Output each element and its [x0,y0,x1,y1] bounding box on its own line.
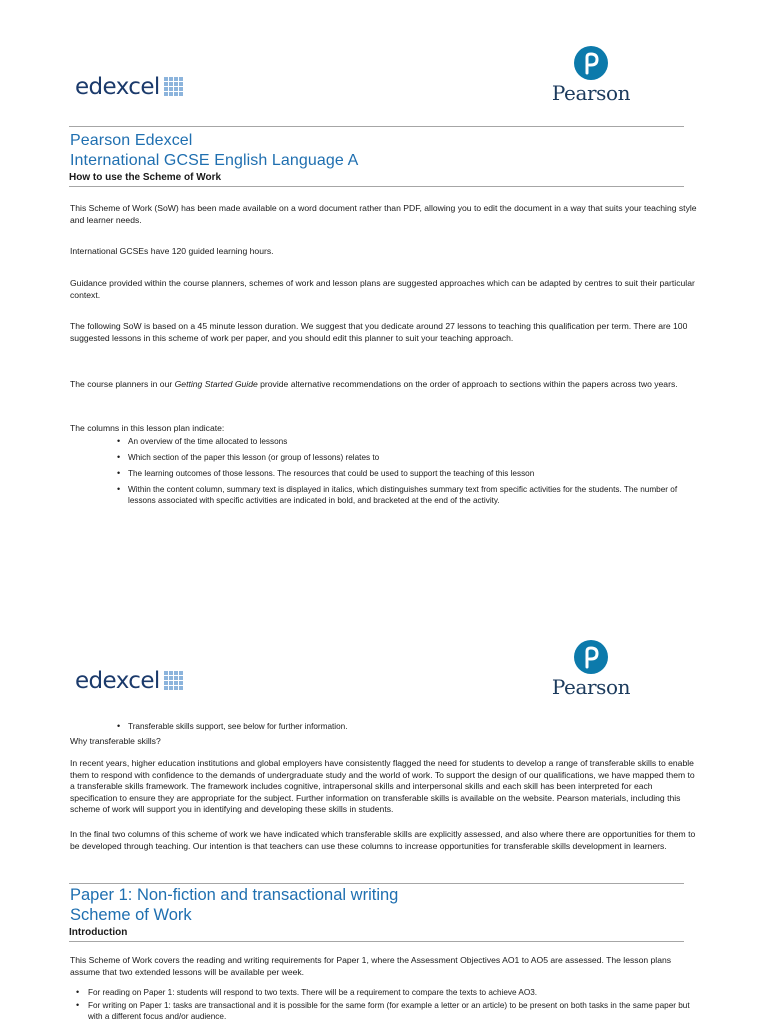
list-item: • Within the content column, summary text is displayed in italics, which distinguishes summary text from specific activities for the students. The number of lessons associated with specific activities are indicated in bold, and bracketed at the end of the activity. [70,484,690,506]
list-item: • The learning outcomes of those lessons. The resources that could be used to support the teaching of this lesson [70,468,690,479]
getting-started-guide-title: Getting Started Guide [174,379,258,389]
why-transferable-heading: Why transferable skills? [70,736,161,746]
list-item: • For writing on Paper 1: tasks are transactional and it is possible for the same form (for example a letter or an article) to be present on both tasks in the same paper but with a different focus and/or audience. [70,1000,700,1022]
edexcel-logo-second [75,670,183,693]
list-item: • For reading on Paper 1: students will respond to two texts. There will be a requirement to compare the texts to achieve AO3. [70,987,700,998]
columns-bullet-list [70,436,690,511]
paragraph-columns-intro: The columns in this lesson plan indicate: [70,423,225,433]
paragraph-sow-intro: This Scheme of Work (SoW) has been made available on a word document rather than PDF, allowing you to edit the document in a way that suits your teaching style and learner needs. [70,203,697,225]
paper1-title-line-1: Paper 1: Non-fiction and transactional writing [70,886,399,904]
paper1-title [70,885,398,925]
pearson-wordmark: Pearson [551,675,631,699]
paper1-title-line-2: Scheme of Work [70,906,192,924]
edexcel-wordmark: edexcel [75,74,160,100]
header-divider [69,126,684,127]
paper1-subheading: Introduction [69,927,128,938]
edexcel-grid-icon [164,77,184,97]
transferable-bullet-list [70,721,690,737]
edexcel-wordmark: edexcel [75,668,160,694]
pearson-p-icon [574,640,608,674]
list-item: • An overview of the time allocated to lessons [70,436,690,447]
list-item: • Transferable skills support, see below for further information. [70,721,690,732]
paper1-divider [69,883,684,884]
list-item: • Which section of the paper this lesson (or group of lessons) relates to [70,452,690,463]
paper1-bullet-list [70,987,700,1024]
paragraph-transferable-skills: In recent years, higher education institutions and global employers have consistently flagged the need for students to develop a range of transferable skills to enable them to respond with confidence to the demands of undergraduate study and the world of work. To support the design of our qualifications, we have mapped them to a transferable skills framework. The framework includes cognitive, intrapersonal skills and interpersonal skills and each skill has been interpreted for each specification to ensure they are appropriate for the subject. Further information on transferable skills is available on the website. Pearson materials, including this scheme of work will support you in identifying and developing these skills in students. [70,758,695,814]
paragraph-final-columns: In the final two columns of this scheme of work we have indicated which transferable skills are explicitly assessed, and also where there are opportunities for them to be developed through teaching. Our intention is that teachers can use these columns to increase opportunities for transferable skills development in learners. [70,829,696,851]
paragraph-guidance: Guidance provided within the course planners, schemes of work and lesson plans are suggested approaches which can be adapted by centres to suit their particular context. [70,278,695,300]
pearson-logo-second [546,640,636,697]
paragraph-lesson-duration: The following SoW is based on a 45 minute lesson duration. We suggest that you dedicate around 27 lessons to teaching this qualification per term. There are 100 suggested lessons in this scheme of work per paper, and you should edit this planner to suit your teaching approach. [70,321,688,343]
paragraph-course-planners: The course planners in our Getting Started Guide provide alternative recommendations on the order of approach to sections within the papers across two years. [70,379,678,389]
pearson-logo [546,46,636,103]
pearson-p-icon [574,46,608,80]
section-subheading: How to use the Scheme of Work [69,172,222,183]
page-title [70,131,358,171]
edexcel-logo [75,76,183,99]
paper1-subheading-divider [69,941,684,942]
paragraph-paper1-intro: This Scheme of Work covers the reading and writing requirements for Paper 1, where the Assessment Objectives AO1 to AO5 are assessed. The lesson plans assume that two extended lessons will be available per week. [70,955,672,977]
pearson-wordmark: Pearson [551,81,631,105]
title-line-1: Pearson Edexcel [70,132,193,149]
subheading-divider [69,186,684,187]
edexcel-grid-icon [164,671,184,691]
paragraph-guided-hours: International GCSEs have 120 guided learning hours. [70,246,274,256]
title-line-2: International GCSE English Language A [70,152,359,169]
